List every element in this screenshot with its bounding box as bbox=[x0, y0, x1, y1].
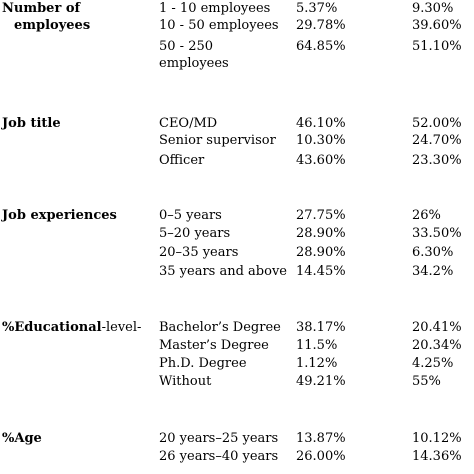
section-label-job-title: Job title bbox=[2, 116, 61, 131]
row-category-continued: employees bbox=[159, 56, 229, 71]
row-category: 0–5 years bbox=[159, 208, 222, 223]
section-label-job-experiences: Job experiences bbox=[2, 208, 117, 223]
row-category: 20 years–25 years bbox=[159, 431, 279, 446]
row-value-1: 10.30% bbox=[296, 133, 346, 148]
row-category: 26 years–40 years bbox=[159, 449, 279, 464]
row-category: Senior supervisor bbox=[159, 133, 276, 148]
row-value-1: 26.00% bbox=[296, 449, 346, 464]
row-value-2: 10.12% bbox=[412, 431, 462, 446]
row-value-2: 20.41% bbox=[412, 320, 462, 335]
row-value-1: 27.75% bbox=[296, 208, 346, 223]
row-value-2: 24.70% bbox=[412, 133, 462, 148]
row-value-1: 28.90% bbox=[296, 245, 346, 260]
row-category: Officer bbox=[159, 153, 205, 168]
row-value-2: 51.10% bbox=[412, 39, 462, 54]
row-value-2: 14.36% bbox=[412, 449, 462, 464]
row-value-1: 5.37% bbox=[296, 1, 338, 16]
row-value-1: 43.60% bbox=[296, 153, 346, 168]
row-value-2: 20.34% bbox=[412, 338, 462, 353]
row-value-1: 11.5% bbox=[296, 338, 338, 353]
row-value-2: 23.30% bbox=[412, 153, 462, 168]
row-category: 10 - 50 employees bbox=[159, 18, 279, 33]
row-value-1: 64.85% bbox=[296, 39, 346, 54]
row-value-2: 52.00% bbox=[412, 116, 462, 131]
row-value-1: 46.10% bbox=[296, 116, 346, 131]
section-label-age: %Age bbox=[2, 431, 42, 446]
row-category: Master’s Degree bbox=[159, 338, 269, 353]
section-label-employees: employees bbox=[14, 18, 91, 33]
row-value-2: 33.50% bbox=[412, 226, 462, 241]
row-category: 35 years and above bbox=[159, 264, 287, 279]
row-value-1: 29.78% bbox=[296, 18, 346, 33]
row-value-1: 49.21% bbox=[296, 374, 346, 389]
row-value-1: 1.12% bbox=[296, 356, 338, 371]
section-label-number-of: Number of bbox=[2, 1, 81, 16]
row-category: 5–20 years bbox=[159, 226, 231, 241]
row-value-2: 6.30% bbox=[412, 245, 454, 260]
section-label-educational: %Educational bbox=[2, 320, 102, 335]
section-label-level: -level- bbox=[101, 320, 142, 335]
row-value-2: 34.2% bbox=[412, 264, 454, 279]
row-value-1: 38.17% bbox=[296, 320, 346, 335]
row-category: 50 - 250 bbox=[159, 39, 214, 54]
section-label-educational-level bbox=[2, 319, 141, 336]
row-category: 20–35 years bbox=[159, 245, 239, 260]
row-value-1: 13.87% bbox=[296, 431, 346, 446]
row-value-1: 14.45% bbox=[296, 264, 346, 279]
row-category: Bachelor’s Degree bbox=[159, 320, 281, 335]
row-category: 1 - 10 employees bbox=[159, 1, 271, 16]
row-value-2: 9.30% bbox=[412, 1, 454, 16]
row-category: Ph.D. Degree bbox=[159, 356, 247, 371]
row-value-2: 4.25% bbox=[412, 356, 454, 371]
row-value-2: 39.60% bbox=[412, 18, 462, 33]
row-category: Without bbox=[159, 374, 212, 389]
row-value-2: 55% bbox=[412, 374, 441, 389]
row-value-1: 28.90% bbox=[296, 226, 346, 241]
row-category: CEO/MD bbox=[159, 116, 218, 131]
row-value-2: 26% bbox=[412, 208, 441, 223]
